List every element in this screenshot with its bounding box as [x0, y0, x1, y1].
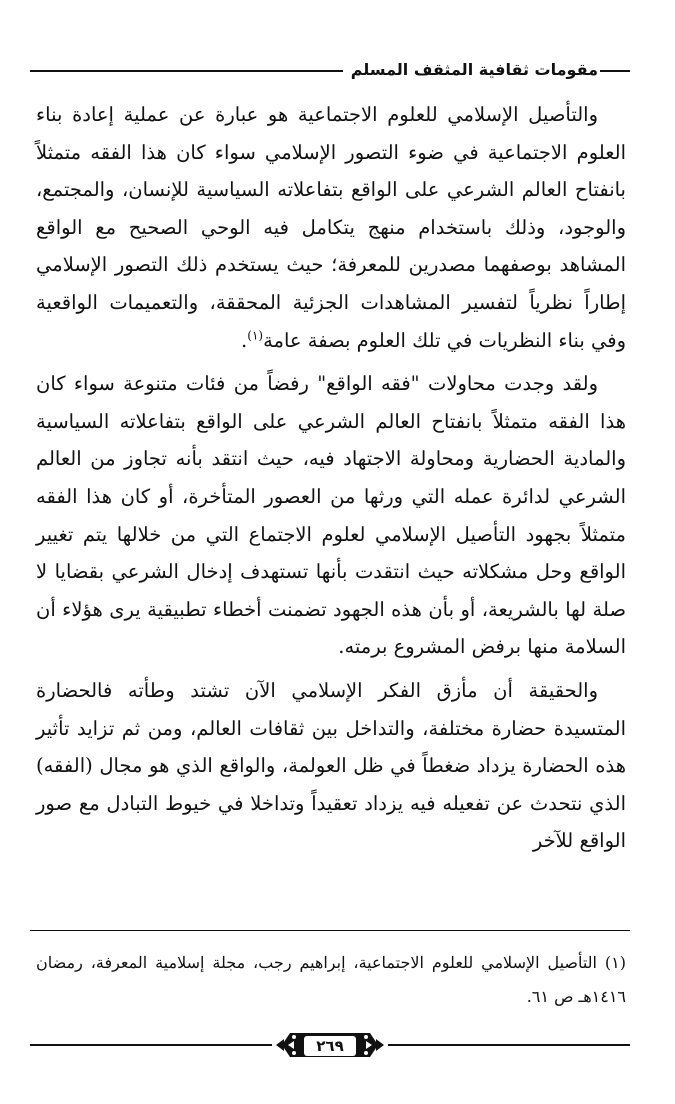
header-rule-short: [600, 70, 630, 72]
paragraph-1-text: والتأصيل الإسلامي للعلوم الاجتماعية هو عبارة عن عملية إعادة بناء العلوم الاجتماعية في ضوء التصور الإسلامي سواء كان هذا الفقه متمثلاً بانفتاح العالم الشرعي على الواقع بتفاعلاته السياسية للإنسان، والمجتمع، والوجود، وذلك باستخدام منهج يتكامل فيه الوحي الصحيح مع الواقع المشاهد بوصفهما مصدرين للمعرفة؛ حيث يستخدم ذلك التصور الإسلامي إطاراً نظرياً لتفسير المشاهدات الجزئية المحققة، والتعميمات الواقعية وفي بناء النظريات في تلك العلوم بصفة عامة: [36, 103, 626, 352]
running-header: [30, 56, 630, 86]
header-rule: [30, 70, 386, 72]
page-footer: [30, 1026, 630, 1066]
paragraph-3: والحقيقة أن مأزق الفكر الإسلامي الآن تشتد وطأته فالحضارة المتسيدة حضارة مختلفة، والتداخل بين ثقافات العالم، ومن ثم تزايد تأثير هذه الحضارة يزداد ضغطاً في ظل العولمة، والواقع الذي هو مجال (الفقه) الذي نتحدث عن تفعيله فيه يزداد تعقيداً وتداخلا في خيوط التبادل مع صور الواقع للآخر: [36, 678, 626, 853]
footnote-reference: (١): [247, 328, 264, 343]
footer-rule-right: [388, 1044, 630, 1046]
footnotes: [36, 946, 626, 1014]
body-text: [36, 96, 626, 866]
paragraph-1: [36, 96, 626, 359]
running-header-title: مقومات ثقافية المثقف المسلم: [343, 58, 606, 82]
footer-rule-left: [30, 1044, 272, 1046]
footnote-1: (١) التأصيل الإسلامي للعلوم الاجتماعية، إبراهيم رجب، مجلة إسلامية المعرفة، رمضان ١٤١٦هـ ص ٦١.: [36, 953, 626, 1006]
paragraph-1-end: .: [241, 328, 248, 352]
paragraph-2: ولقد وجدت محاولات "فقه الواقع" رفضاً من فئات متنوعة سواء كان هذا الفقه متمثلاً بانفتاح العالم الشرعي على الواقع بتفاعلاته السياسية والمادية الحضارية ومحاولة الاجتهاد فيه، حيث انتقد بأنه تجاوز من العالم الشرعي لدائرة عمله التي ورثها من العصور المتأخرة، أو كان هذا الفقه متمثلاً بجهود التأصيل الإسلامي لعلوم الاجتماع التي من خلالها يتم تغيير الواقع وحل مشكلاته حيث انتقدت بأنها تستهدف إدخال الشرعي بقضايا لا صلة لها بالشريعة، أو بأن هذه الجهود تضمنت أخطاء تطبيقية يرى هؤلاء أن السلامة منها برفض المشروع برمته.: [36, 372, 626, 659]
page-number: ٢٦٩: [304, 1036, 356, 1056]
footnote-separator: [30, 930, 630, 931]
